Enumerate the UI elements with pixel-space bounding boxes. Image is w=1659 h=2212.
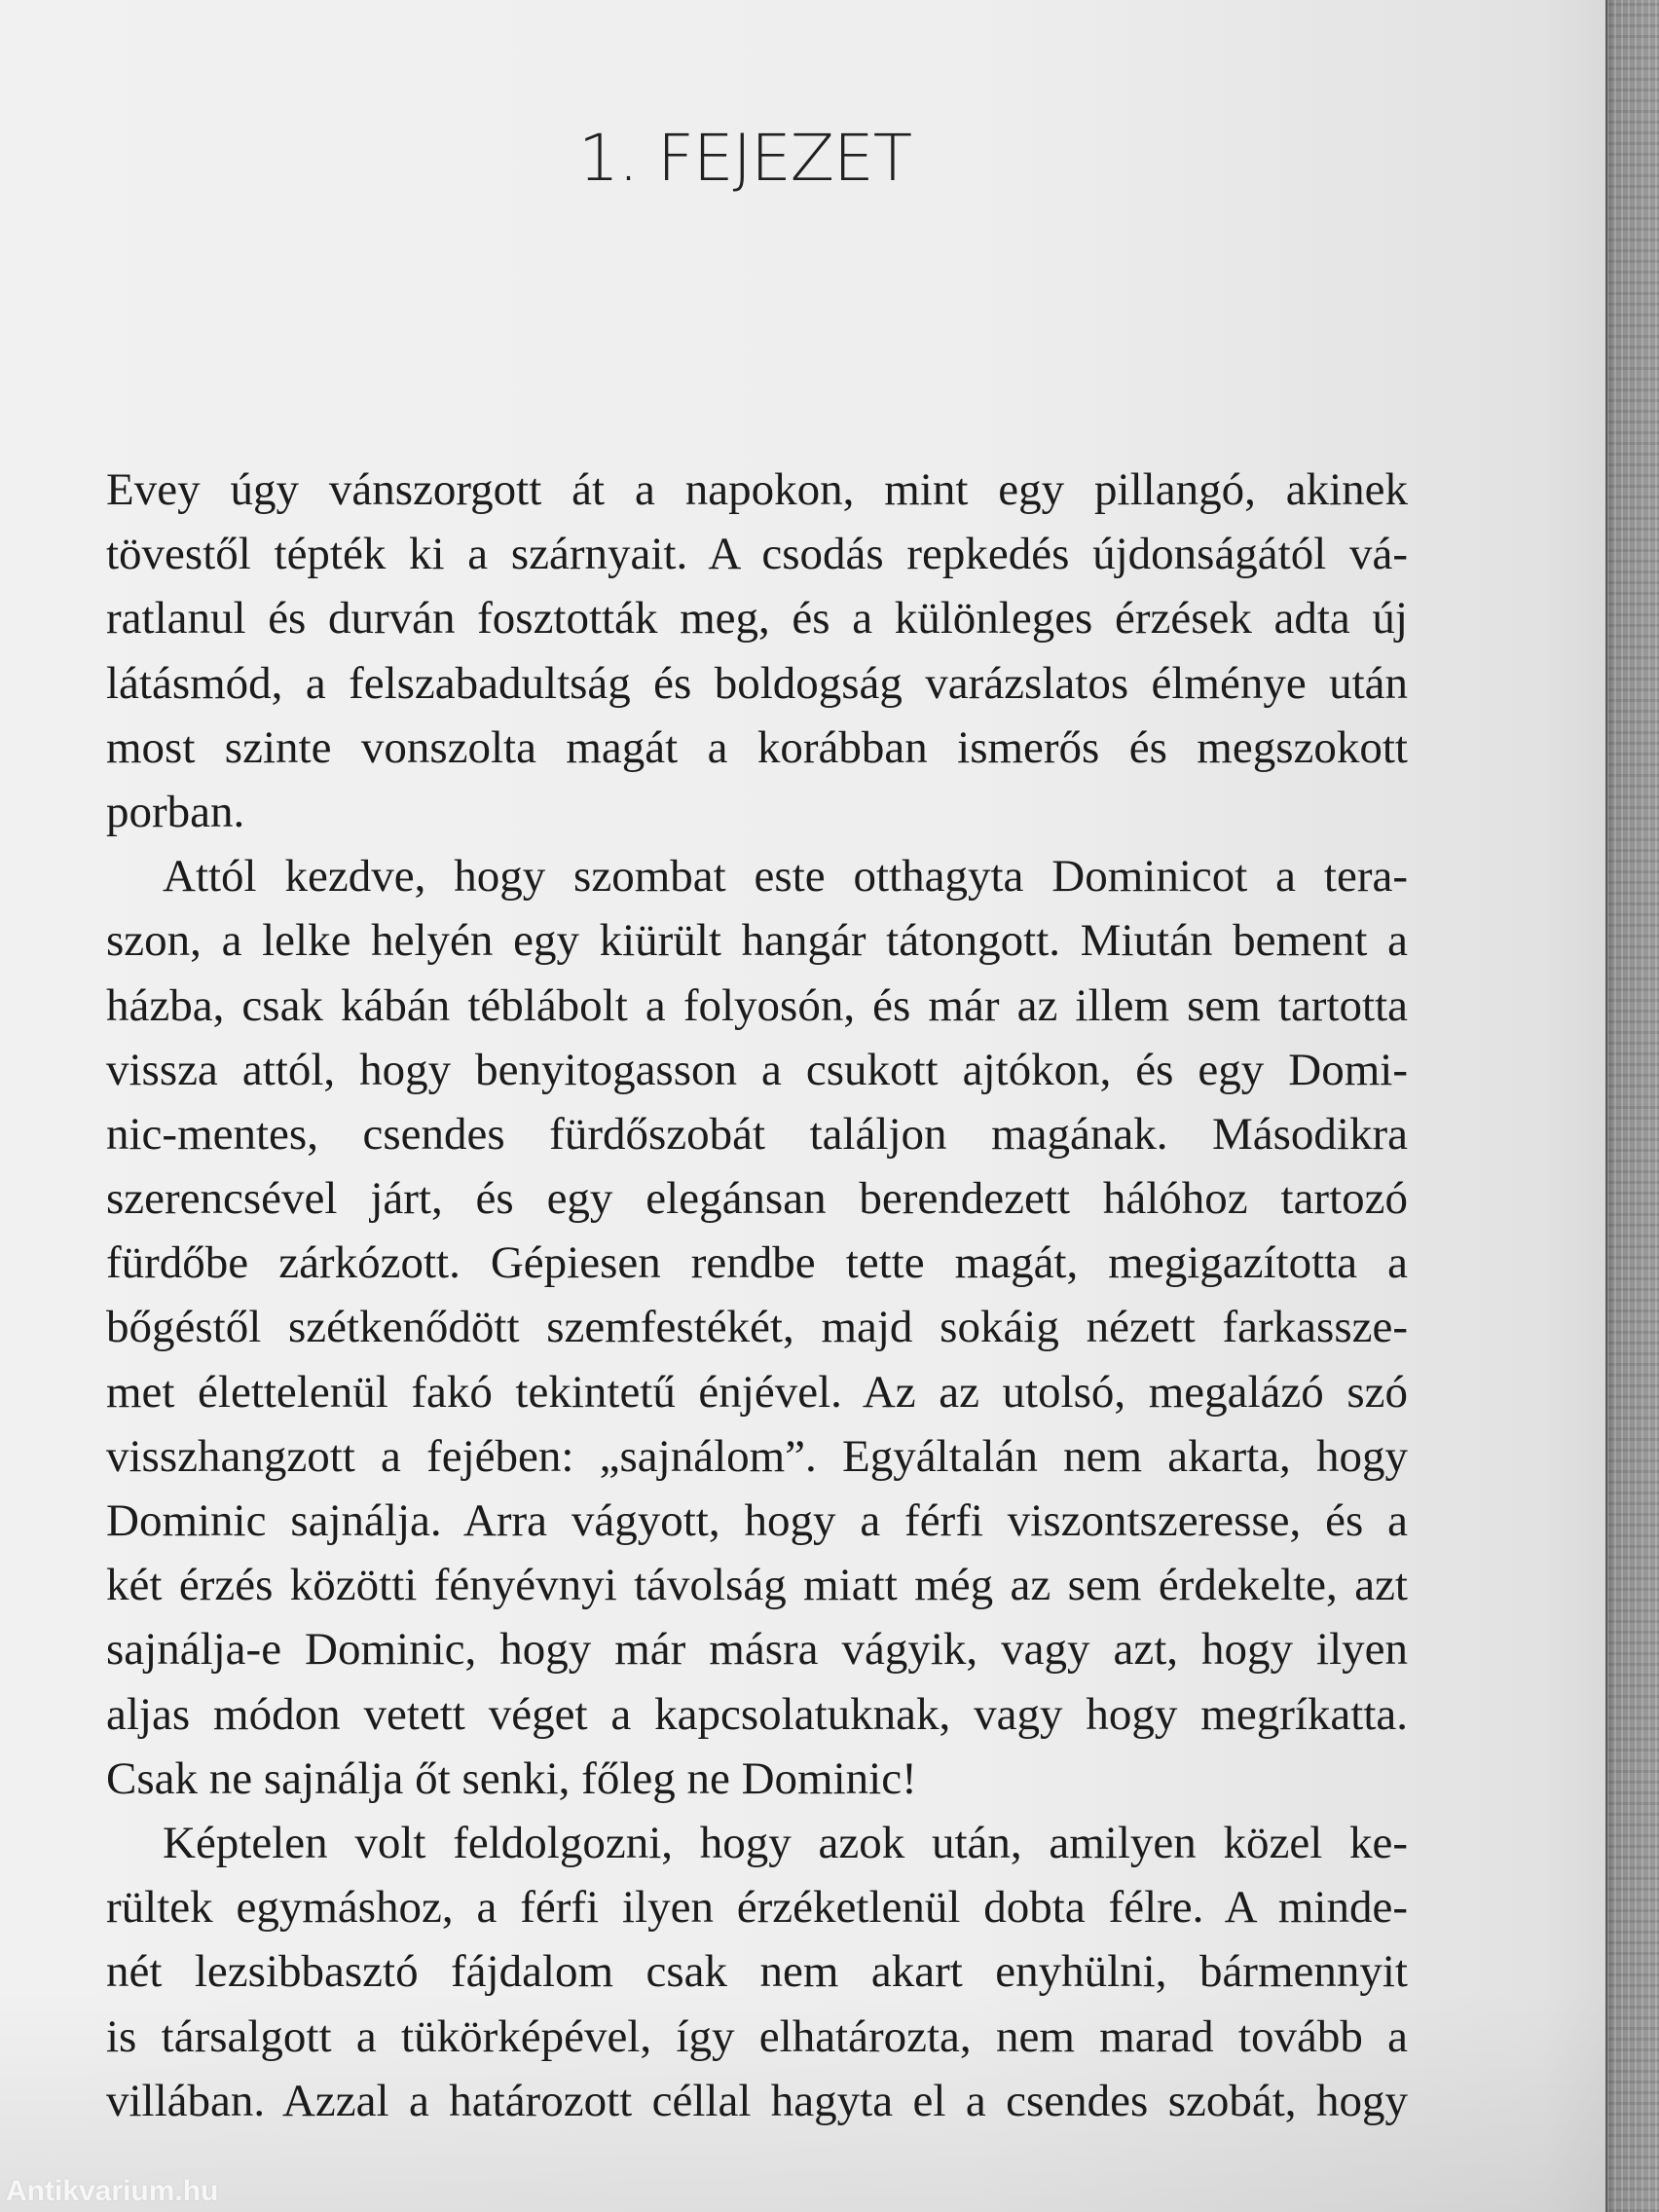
text-line: szerencsével járt, és egy elegánsan berendezett hálóhoz tartozó (106, 1173, 1408, 1225)
text-line: met élettelenül fakó tekintetű énjével. Az az utolsó, megalázó szó (106, 1366, 1408, 1418)
text-line: nic-mentes, csendes fürdőszobát találjon magának. Másodikra (106, 1108, 1408, 1160)
text-line: Evey úgy vánszorgott át a napokon, mint egy pillangó, akinek (106, 464, 1408, 515)
paragraph-2 (106, 844, 1408, 1811)
text-line: ratlanul és durván fosztották meg, és a különleges érzések adta új (106, 593, 1408, 645)
text-line: Dominic sajnálja. Arra vágyott, hogy a férfi viszontszeresse, és a (106, 1495, 1408, 1546)
text-line: villában. Azzal a határozott céllal hagyta el a csendes szobát, hogy (106, 2075, 1408, 2126)
text-line: nét lezsibbasztó fájdalom csak nem akart enyhülni, bármennyit (106, 1946, 1408, 1998)
paragraph-3 (106, 1811, 1408, 2133)
text-line: szon, a lelke helyén egy kiürült hangár tátongott. Miután bement a (106, 915, 1408, 967)
text-line: Képtelen volt feldolgozni, hogy azok után, amilyen közel ke- (163, 1817, 1408, 1868)
text-line: fürdőbe zárkózott. Gépiesen rendbe tette magát, megigazította a (106, 1237, 1408, 1289)
text-line: két érzés közötti fényévnyi távolság miatt még az sem érdekelte, azt (106, 1560, 1408, 1611)
page-edge (1605, 0, 1659, 2212)
watermark: Antikvarium.hu (6, 2175, 219, 2207)
text-line: sajnálja-e Dominic, hogy már másra vágyik, vagy azt, hogy ilyen (106, 1624, 1408, 1676)
text-line: látásmód, a felszabadultság és boldogság varázslatos élménye után (106, 657, 1408, 709)
chapter-title: 1. FEJEZET (578, 121, 912, 196)
text-line: Attól kezdve, hogy szombat este otthagyta Dominicot a tera- (163, 851, 1408, 903)
text-line: aljas módon vetett véget a kapcsolatuknak, vagy hogy megríkatta. (106, 1688, 1408, 1740)
text-line: Csak ne sajnálja őt senki, főleg ne Dominic! (106, 1752, 917, 1804)
text-line: porban. (106, 786, 245, 837)
text-line: tövestől tépték ki a szárnyait. A csodás repkedés újdonságától vá- (106, 529, 1408, 580)
text-line: rültek egymáshoz, a férfi ilyen érzéketlenül dobta félre. A minde- (106, 1882, 1408, 1934)
text-line: most szinte vonszolta magát a korábban ismerős és megszokott (106, 721, 1408, 773)
text-line: vissza attól, hogy benyitogasson a csukott ajtókon, és egy Domi- (106, 1044, 1408, 1095)
paragraph-1 (106, 458, 1408, 844)
text-line: bőgéstől szétkenődött szemfestékét, majd sokáig nézett farkassze- (106, 1302, 1408, 1353)
text-line: is társalgott a tükörképével, így elhatározta, nem marad tovább a (106, 2010, 1408, 2062)
text-line: házba, csak kábán téblábolt a folyosón, és már az illem sem tartotta (106, 979, 1408, 1031)
text-line: visszhangzott a fejében: „sajnálom”. Egyáltalán nem akarta, hogy (106, 1430, 1408, 1482)
body-text (106, 458, 1408, 2133)
